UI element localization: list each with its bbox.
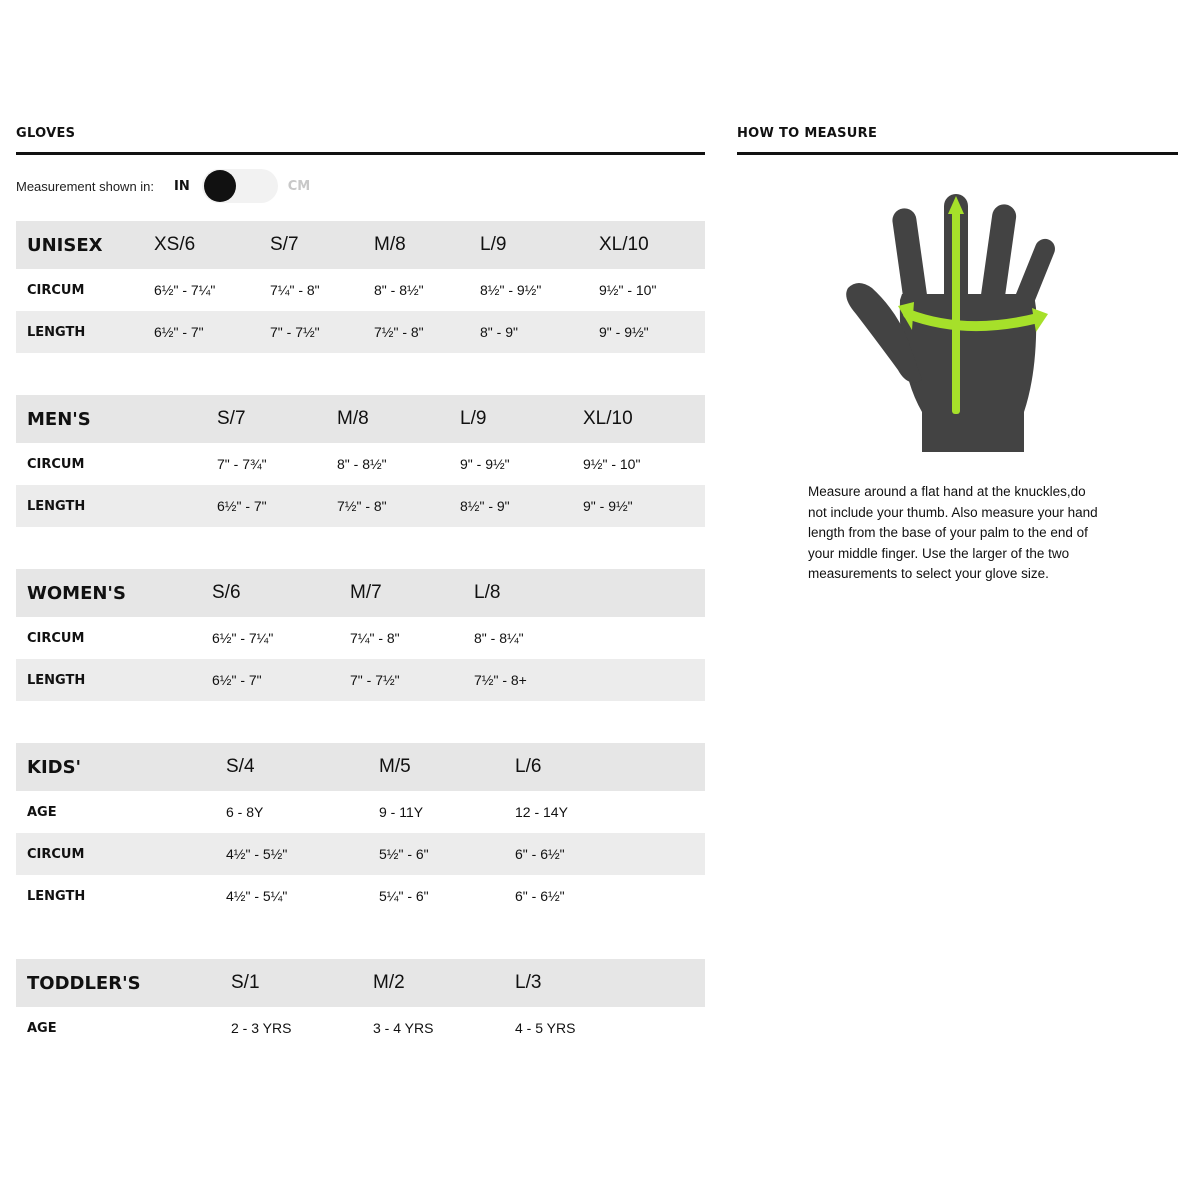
table-cell: 7½" - 8" bbox=[374, 324, 424, 340]
table-cell: 9½" - 10" bbox=[583, 456, 641, 472]
table-header-row bbox=[16, 743, 705, 791]
table-row bbox=[16, 485, 705, 527]
unit-in-option[interactable]: IN bbox=[174, 178, 190, 194]
table-cell: 7½" - 8" bbox=[337, 498, 387, 514]
table-cell: 8" - 9" bbox=[480, 324, 518, 340]
table-cell: 9" - 9½" bbox=[599, 324, 649, 340]
table-cell: 7" - 7½" bbox=[350, 672, 400, 688]
table-cell: 8½" - 9½" bbox=[480, 282, 542, 298]
measurement-label: Measurement shown in: bbox=[16, 178, 155, 194]
table-cell: 7" - 7¾" bbox=[217, 456, 267, 472]
table-row bbox=[16, 443, 705, 485]
size-table-kids bbox=[16, 743, 705, 917]
table-cell: 5¼" - 6" bbox=[379, 888, 429, 904]
table-cell: 8" - 8½" bbox=[374, 282, 424, 298]
table-row bbox=[16, 311, 705, 353]
gloves-title: GLOVES bbox=[16, 126, 76, 141]
how-to-measure-rule bbox=[737, 152, 1178, 155]
table-cell: 6½" - 7" bbox=[154, 324, 204, 340]
table-cell: 6" - 6½" bbox=[515, 888, 565, 904]
how-to-measure-title: HOW TO MEASURE bbox=[737, 126, 878, 141]
row-label: LENGTH bbox=[27, 672, 86, 688]
unit-cm-option[interactable]: CM bbox=[287, 178, 311, 194]
table-cell: 6½" - 7¼" bbox=[212, 630, 274, 646]
size-label: L/9 bbox=[480, 234, 507, 255]
size-label: S/1 bbox=[231, 972, 260, 993]
table-cell: 4½" - 5¼" bbox=[226, 888, 288, 904]
table-row bbox=[16, 833, 705, 875]
size-table-toddlers bbox=[16, 959, 705, 1049]
table-cell: 9 - 11Y bbox=[379, 804, 424, 820]
table-cell: 9" - 9½" bbox=[460, 456, 510, 472]
table-row bbox=[16, 875, 705, 917]
size-label: L/8 bbox=[474, 582, 501, 603]
table-header-row bbox=[16, 959, 705, 1007]
size-label: S/4 bbox=[226, 756, 255, 777]
table-cell: 6½" - 7¼" bbox=[154, 282, 216, 298]
table-cell: 8" - 8½" bbox=[337, 456, 387, 472]
size-label: L/9 bbox=[460, 408, 487, 429]
table-header-row bbox=[16, 221, 705, 269]
size-label: M/8 bbox=[374, 234, 406, 255]
table-cell: 4½" - 5½" bbox=[226, 846, 288, 862]
unit-selector bbox=[16, 168, 310, 204]
measure-instructions: Measure around a flat hand at the knuckles,do not include your thumb. Also measure your hand length from the base of your palm to the end of your middle finger. Use the larger of the two measurements to select your glove size. bbox=[808, 484, 1098, 581]
category-label: MEN'S bbox=[27, 408, 91, 430]
size-label: L/6 bbox=[515, 756, 542, 777]
size-table-unisex bbox=[16, 221, 705, 353]
table-cell: 5½" - 6" bbox=[379, 846, 429, 862]
size-table-mens bbox=[16, 395, 705, 527]
size-label: XL/10 bbox=[583, 408, 633, 429]
category-label: WOMEN'S bbox=[27, 582, 126, 604]
table-cell: 12 - 14Y bbox=[515, 804, 568, 820]
table-cell: 7¼" - 8" bbox=[350, 630, 400, 646]
size-label: M/2 bbox=[373, 972, 405, 993]
row-label: CIRCUM bbox=[27, 456, 85, 472]
size-label: L/3 bbox=[515, 972, 542, 993]
table-cell: 3 - 4 YRS bbox=[373, 1020, 434, 1036]
table-cell: 6½" - 7" bbox=[212, 672, 262, 688]
table-cell: 4 - 5 YRS bbox=[515, 1020, 576, 1036]
table-cell: 8½" - 9" bbox=[460, 498, 510, 514]
row-label: CIRCUM bbox=[27, 630, 85, 646]
row-label: CIRCUM bbox=[27, 846, 85, 862]
glove-icon bbox=[838, 190, 1058, 455]
size-label: M/8 bbox=[337, 408, 369, 429]
size-table-womens bbox=[16, 569, 705, 701]
size-label: S/7 bbox=[270, 234, 299, 255]
size-label: M/7 bbox=[350, 582, 382, 603]
category-label: UNISEX bbox=[27, 234, 103, 256]
unit-toggle-switch[interactable] bbox=[202, 169, 278, 203]
table-cell: 7" - 7½" bbox=[270, 324, 320, 340]
table-cell: 6½" - 7" bbox=[217, 498, 267, 514]
table-cell: 7¼" - 8" bbox=[270, 282, 320, 298]
table-row bbox=[16, 269, 705, 311]
size-label: M/5 bbox=[379, 756, 411, 777]
table-cell: 6" - 6½" bbox=[515, 846, 565, 862]
size-label: XS/6 bbox=[154, 234, 196, 255]
category-label: TODDLER'S bbox=[27, 972, 141, 994]
table-row bbox=[16, 617, 705, 659]
row-label: CIRCUM bbox=[27, 282, 85, 298]
size-label: S/7 bbox=[217, 408, 246, 429]
size-label: XL/10 bbox=[599, 234, 649, 255]
table-cell: 9½" - 10" bbox=[599, 282, 657, 298]
table-row bbox=[16, 791, 705, 833]
row-label: LENGTH bbox=[27, 324, 86, 340]
row-label: AGE bbox=[27, 1020, 57, 1036]
table-cell: 7½" - 8+ bbox=[474, 672, 527, 688]
toggle-knob bbox=[204, 170, 236, 202]
table-header-row bbox=[16, 569, 705, 617]
category-label: KIDS' bbox=[27, 756, 82, 778]
row-label: AGE bbox=[27, 804, 57, 820]
table-row bbox=[16, 659, 705, 701]
row-label: LENGTH bbox=[27, 498, 86, 514]
table-row bbox=[16, 1007, 705, 1049]
table-cell: 8" - 8¼" bbox=[474, 630, 524, 646]
table-header-row bbox=[16, 395, 705, 443]
size-label: S/6 bbox=[212, 582, 241, 603]
glove-measure-illustration bbox=[838, 190, 1058, 455]
row-label: LENGTH bbox=[27, 888, 86, 904]
table-cell: 6 - 8Y bbox=[226, 804, 264, 820]
table-cell: 9" - 9½" bbox=[583, 498, 633, 514]
gloves-title-rule bbox=[16, 152, 705, 155]
table-cell: 2 - 3 YRS bbox=[231, 1020, 292, 1036]
